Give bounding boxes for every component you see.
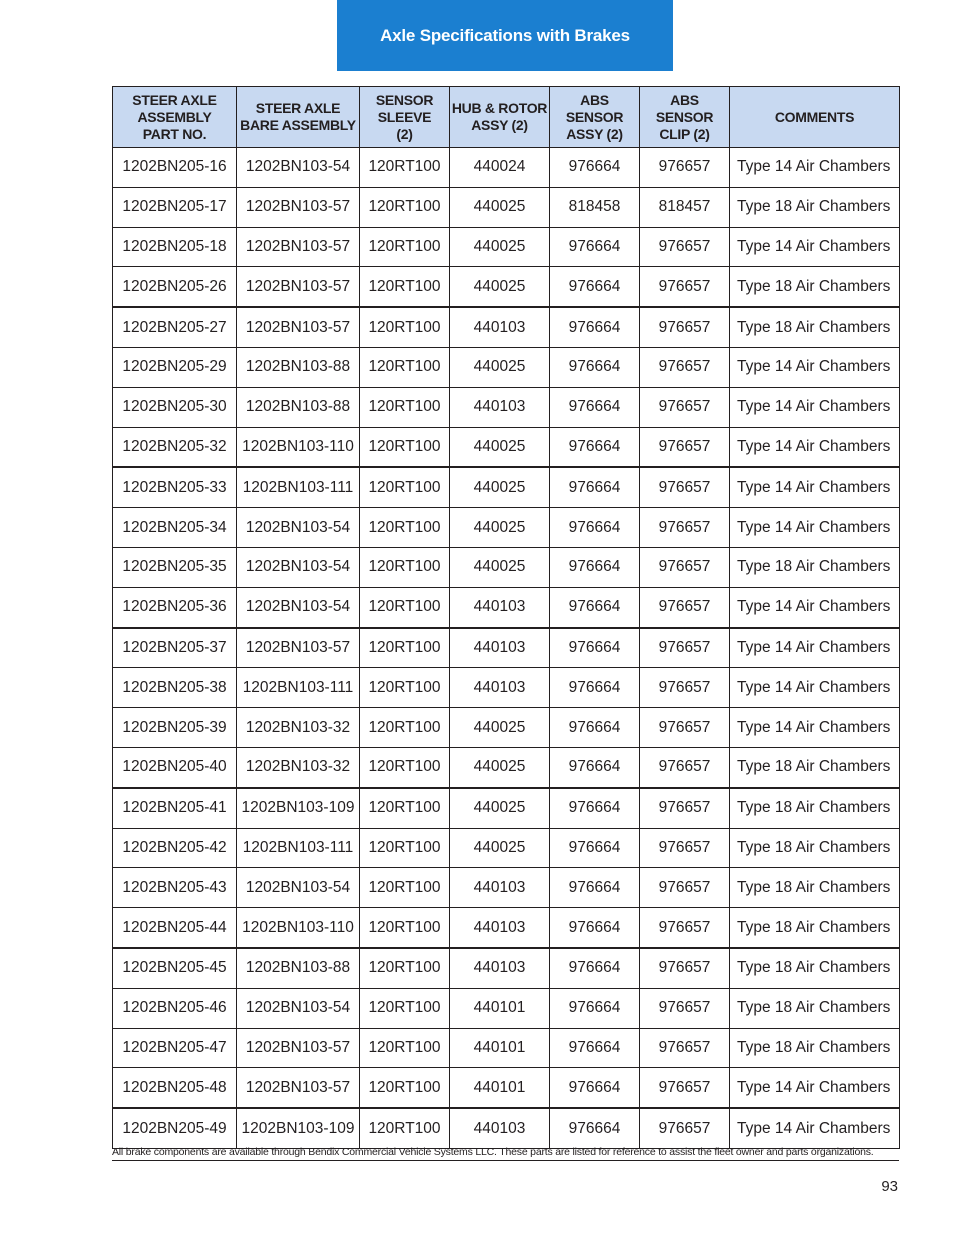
table-row	[113, 547, 900, 587]
cell-assembly-part-no: 1202BN205-34	[113, 508, 237, 548]
cell-bare-assembly: 1202BN103-57	[237, 1068, 360, 1108]
cell-sensor-sleeve: 120RT100	[360, 668, 450, 708]
table-row	[113, 988, 900, 1028]
cell-assembly-part-no: 1202BN205-44	[113, 908, 237, 948]
cell-comments: Type 18 Air Chambers	[730, 1028, 900, 1068]
cell-comments: Type 14 Air Chambers	[730, 467, 900, 507]
table-row	[113, 187, 900, 227]
cell-abs-sensor-clip: 976657	[640, 467, 730, 507]
column-header-label: STEER AXLE BARE ASSEMBLY	[240, 100, 356, 133]
cell-bare-assembly: 1202BN103-54	[237, 587, 360, 627]
cell-abs-sensor-assy: 976664	[550, 508, 640, 548]
page-number: 93	[881, 1178, 898, 1195]
cell-abs-sensor-assy: 976664	[550, 547, 640, 587]
cell-comments: Type 18 Air Chambers	[730, 547, 900, 587]
cell-sensor-sleeve: 120RT100	[360, 227, 450, 267]
cell-assembly-part-no: 1202BN205-49	[113, 1108, 237, 1148]
cell-assembly-part-no: 1202BN205-33	[113, 467, 237, 507]
cell-assembly-part-no: 1202BN205-38	[113, 668, 237, 708]
cell-comments: Type 14 Air Chambers	[730, 387, 900, 427]
cell-abs-sensor-clip: 976657	[640, 387, 730, 427]
cell-abs-sensor-clip: 976657	[640, 788, 730, 828]
cell-hub-rotor: 440103	[450, 587, 550, 627]
column-header-label: COMMENTS	[774, 108, 855, 125]
table-row	[113, 347, 900, 387]
cell-assembly-part-no: 1202BN205-42	[113, 828, 237, 868]
cell-bare-assembly: 1202BN103-88	[237, 948, 360, 988]
cell-sensor-sleeve: 120RT100	[360, 628, 450, 668]
cell-abs-sensor-assy: 976664	[550, 668, 640, 708]
cell-abs-sensor-assy: 976664	[550, 788, 640, 828]
cell-abs-sensor-assy: 976664	[550, 988, 640, 1028]
cell-abs-sensor-assy: 976664	[550, 148, 640, 188]
page-title: Axle Specifications with Brakes	[380, 25, 630, 45]
cell-comments: Type 18 Air Chambers	[730, 868, 900, 908]
cell-sensor-sleeve: 120RT100	[360, 1068, 450, 1108]
cell-bare-assembly: 1202BN103-88	[237, 387, 360, 427]
cell-abs-sensor-assy: 976664	[550, 1068, 640, 1108]
cell-hub-rotor: 440025	[450, 708, 550, 748]
cell-comments: Type 14 Air Chambers	[730, 668, 900, 708]
cell-abs-sensor-clip: 976657	[640, 948, 730, 988]
cell-sensor-sleeve: 120RT100	[360, 708, 450, 748]
cell-abs-sensor-clip: 976657	[640, 828, 730, 868]
cell-hub-rotor: 440101	[450, 1068, 550, 1108]
cell-comments: Type 14 Air Chambers	[730, 427, 900, 467]
cell-hub-rotor: 440024	[450, 148, 550, 188]
cell-sensor-sleeve: 120RT100	[360, 547, 450, 587]
cell-comments: Type 14 Air Chambers	[730, 508, 900, 548]
table-row	[113, 307, 900, 347]
cell-hub-rotor: 440025	[450, 467, 550, 507]
cell-bare-assembly: 1202BN103-109	[237, 788, 360, 828]
cell-bare-assembly: 1202BN103-54	[237, 988, 360, 1028]
cell-bare-assembly: 1202BN103-54	[237, 868, 360, 908]
cell-assembly-part-no: 1202BN205-40	[113, 747, 237, 787]
cell-comments: Type 14 Air Chambers	[730, 587, 900, 627]
cell-abs-sensor-clip: 976657	[640, 628, 730, 668]
cell-bare-assembly: 1202BN103-57	[237, 1028, 360, 1068]
cell-bare-assembly: 1202BN103-111	[237, 668, 360, 708]
cell-sensor-sleeve: 120RT100	[360, 948, 450, 988]
table-row	[113, 1108, 900, 1148]
cell-hub-rotor: 440101	[450, 988, 550, 1028]
table-row	[113, 227, 900, 267]
cell-sensor-sleeve: 120RT100	[360, 868, 450, 908]
table-header-row	[113, 87, 900, 148]
column-header-label: HUB & ROTOR ASSY (2)	[451, 100, 548, 133]
cell-sensor-sleeve: 120RT100	[360, 908, 450, 948]
cell-hub-rotor: 440025	[450, 547, 550, 587]
cell-bare-assembly: 1202BN103-32	[237, 747, 360, 787]
cell-abs-sensor-clip: 976657	[640, 587, 730, 627]
cell-comments: Type 18 Air Chambers	[730, 788, 900, 828]
cell-abs-sensor-assy: 976664	[550, 747, 640, 787]
cell-abs-sensor-clip: 976657	[640, 747, 730, 787]
cell-abs-sensor-assy: 976664	[550, 908, 640, 948]
cell-sensor-sleeve: 120RT100	[360, 148, 450, 188]
cell-assembly-part-no: 1202BN205-17	[113, 187, 237, 227]
cell-abs-sensor-assy: 976664	[550, 267, 640, 307]
cell-hub-rotor: 440103	[450, 1108, 550, 1148]
cell-sensor-sleeve: 120RT100	[360, 1028, 450, 1068]
cell-assembly-part-no: 1202BN205-47	[113, 1028, 237, 1068]
cell-comments: Type 14 Air Chambers	[730, 227, 900, 267]
cell-hub-rotor: 440025	[450, 227, 550, 267]
cell-hub-rotor: 440103	[450, 868, 550, 908]
cell-abs-sensor-assy: 976664	[550, 868, 640, 908]
table-body	[113, 148, 900, 1149]
cell-hub-rotor: 440025	[450, 828, 550, 868]
cell-bare-assembly: 1202BN103-111	[237, 828, 360, 868]
cell-sensor-sleeve: 120RT100	[360, 828, 450, 868]
cell-hub-rotor: 440025	[450, 187, 550, 227]
cell-abs-sensor-clip: 976657	[640, 868, 730, 908]
cell-abs-sensor-clip: 976657	[640, 668, 730, 708]
cell-hub-rotor: 440025	[450, 508, 550, 548]
cell-bare-assembly: 1202BN103-57	[237, 227, 360, 267]
column-header-abs-sensor-assy	[550, 87, 640, 148]
table-row	[113, 948, 900, 988]
cell-abs-sensor-assy: 976664	[550, 587, 640, 627]
column-header-abs-sensor-clip	[640, 87, 730, 148]
cell-abs-sensor-assy: 818458	[550, 187, 640, 227]
cell-comments: Type 18 Air Chambers	[730, 307, 900, 347]
cell-abs-sensor-clip: 976657	[640, 508, 730, 548]
cell-hub-rotor: 440025	[450, 788, 550, 828]
cell-hub-rotor: 440025	[450, 347, 550, 387]
cell-abs-sensor-clip: 976657	[640, 1108, 730, 1148]
cell-hub-rotor: 440025	[450, 427, 550, 467]
cell-abs-sensor-clip: 976657	[640, 347, 730, 387]
cell-sensor-sleeve: 120RT100	[360, 187, 450, 227]
cell-sensor-sleeve: 120RT100	[360, 467, 450, 507]
cell-hub-rotor: 440025	[450, 747, 550, 787]
cell-bare-assembly: 1202BN103-110	[237, 908, 360, 948]
column-header-sensor-sleeve	[360, 87, 450, 148]
table-row	[113, 868, 900, 908]
cell-bare-assembly: 1202BN103-57	[237, 628, 360, 668]
table-row	[113, 908, 900, 948]
cell-abs-sensor-clip: 976657	[640, 1028, 730, 1068]
cell-bare-assembly: 1202BN103-88	[237, 347, 360, 387]
cell-abs-sensor-clip: 976657	[640, 227, 730, 267]
cell-bare-assembly: 1202BN103-109	[237, 1108, 360, 1148]
cell-abs-sensor-assy: 976664	[550, 307, 640, 347]
cell-abs-sensor-assy: 976664	[550, 1028, 640, 1068]
cell-assembly-part-no: 1202BN205-36	[113, 587, 237, 627]
table-row	[113, 267, 900, 307]
cell-comments: Type 14 Air Chambers	[730, 628, 900, 668]
column-header-comments	[730, 87, 900, 148]
cell-abs-sensor-assy: 976664	[550, 708, 640, 748]
cell-assembly-part-no: 1202BN205-46	[113, 988, 237, 1028]
cell-sensor-sleeve: 120RT100	[360, 1108, 450, 1148]
cell-abs-sensor-clip: 976657	[640, 708, 730, 748]
cell-comments: Type 18 Air Chambers	[730, 948, 900, 988]
cell-hub-rotor: 440103	[450, 628, 550, 668]
column-header-steer-axle-assembly	[113, 87, 237, 148]
cell-bare-assembly: 1202BN103-54	[237, 508, 360, 548]
cell-sensor-sleeve: 120RT100	[360, 508, 450, 548]
cell-hub-rotor: 440025	[450, 267, 550, 307]
cell-hub-rotor: 440103	[450, 948, 550, 988]
cell-hub-rotor: 440103	[450, 307, 550, 347]
cell-sensor-sleeve: 120RT100	[360, 347, 450, 387]
column-header-label: ABS SENSOR ASSY (2)	[565, 91, 624, 142]
cell-sensor-sleeve: 120RT100	[360, 788, 450, 828]
column-header-label: SENSOR SLEEVE (2)	[375, 91, 434, 142]
cell-comments: Type 14 Air Chambers	[730, 148, 900, 188]
table-row	[113, 467, 900, 507]
cell-comments: Type 18 Air Chambers	[730, 267, 900, 307]
cell-bare-assembly: 1202BN103-57	[237, 267, 360, 307]
table-row	[113, 747, 900, 787]
cell-comments: Type 18 Air Chambers	[730, 908, 900, 948]
cell-abs-sensor-assy: 976664	[550, 467, 640, 507]
cell-abs-sensor-clip: 976657	[640, 267, 730, 307]
cell-bare-assembly: 1202BN103-32	[237, 708, 360, 748]
cell-assembly-part-no: 1202BN205-37	[113, 628, 237, 668]
cell-sensor-sleeve: 120RT100	[360, 747, 450, 787]
cell-comments: Type 18 Air Chambers	[730, 828, 900, 868]
cell-sensor-sleeve: 120RT100	[360, 427, 450, 467]
cell-comments: Type 18 Air Chambers	[730, 187, 900, 227]
column-header-hub-rotor	[450, 87, 550, 148]
axle-specifications-table	[112, 86, 900, 1149]
cell-bare-assembly: 1202BN103-57	[237, 187, 360, 227]
table-row	[113, 387, 900, 427]
cell-assembly-part-no: 1202BN205-48	[113, 1068, 237, 1108]
cell-hub-rotor: 440103	[450, 668, 550, 708]
cell-abs-sensor-assy: 976664	[550, 628, 640, 668]
table-row	[113, 508, 900, 548]
cell-abs-sensor-clip: 976657	[640, 988, 730, 1028]
cell-abs-sensor-assy: 976664	[550, 227, 640, 267]
cell-assembly-part-no: 1202BN205-35	[113, 547, 237, 587]
cell-comments: Type 14 Air Chambers	[730, 708, 900, 748]
cell-abs-sensor-clip: 976657	[640, 908, 730, 948]
cell-sensor-sleeve: 120RT100	[360, 387, 450, 427]
cell-abs-sensor-clip: 976657	[640, 547, 730, 587]
cell-abs-sensor-clip: 976657	[640, 307, 730, 347]
table-row	[113, 628, 900, 668]
table-row	[113, 587, 900, 627]
cell-assembly-part-no: 1202BN205-27	[113, 307, 237, 347]
cell-comments: Type 14 Air Chambers	[730, 1068, 900, 1108]
cell-bare-assembly: 1202BN103-110	[237, 427, 360, 467]
column-header-label: STEER AXLE ASSEMBLY PART NO.	[132, 91, 217, 142]
column-header-label: ABS SENSOR CLIP (2)	[655, 91, 714, 142]
cell-abs-sensor-assy: 976664	[550, 427, 640, 467]
page-title-tab	[337, 0, 673, 71]
column-header-bare-assembly	[237, 87, 360, 148]
cell-hub-rotor: 440103	[450, 908, 550, 948]
cell-sensor-sleeve: 120RT100	[360, 267, 450, 307]
table-row	[113, 1028, 900, 1068]
cell-sensor-sleeve: 120RT100	[360, 587, 450, 627]
table-row	[113, 788, 900, 828]
table-row	[113, 668, 900, 708]
cell-abs-sensor-assy: 976664	[550, 347, 640, 387]
table-row	[113, 148, 900, 188]
footnote: All brake components are available through Bendix Commercial Vehicle Systems LLC. These parts are listed for reference to assist the fleet owner and parts organizations.	[112, 1146, 899, 1161]
cell-abs-sensor-clip: 976657	[640, 427, 730, 467]
cell-abs-sensor-assy: 976664	[550, 828, 640, 868]
cell-assembly-part-no: 1202BN205-43	[113, 868, 237, 908]
table-row	[113, 708, 900, 748]
cell-sensor-sleeve: 120RT100	[360, 988, 450, 1028]
cell-assembly-part-no: 1202BN205-30	[113, 387, 237, 427]
cell-assembly-part-no: 1202BN205-29	[113, 347, 237, 387]
cell-abs-sensor-assy: 976664	[550, 948, 640, 988]
cell-assembly-part-no: 1202BN205-26	[113, 267, 237, 307]
cell-bare-assembly: 1202BN103-57	[237, 307, 360, 347]
cell-abs-sensor-clip: 818457	[640, 187, 730, 227]
table-header	[113, 87, 900, 148]
cell-bare-assembly: 1202BN103-111	[237, 467, 360, 507]
cell-bare-assembly: 1202BN103-54	[237, 547, 360, 587]
cell-comments: Type 14 Air Chambers	[730, 347, 900, 387]
table-row	[113, 427, 900, 467]
cell-hub-rotor: 440103	[450, 387, 550, 427]
table-row	[113, 1068, 900, 1108]
cell-assembly-part-no: 1202BN205-18	[113, 227, 237, 267]
cell-abs-sensor-clip: 976657	[640, 148, 730, 188]
cell-abs-sensor-assy: 976664	[550, 387, 640, 427]
cell-bare-assembly: 1202BN103-54	[237, 148, 360, 188]
cell-assembly-part-no: 1202BN205-32	[113, 427, 237, 467]
table-row	[113, 828, 900, 868]
cell-assembly-part-no: 1202BN205-45	[113, 948, 237, 988]
cell-comments: Type 14 Air Chambers	[730, 1108, 900, 1148]
cell-comments: Type 18 Air Chambers	[730, 747, 900, 787]
cell-assembly-part-no: 1202BN205-39	[113, 708, 237, 748]
cell-assembly-part-no: 1202BN205-41	[113, 788, 237, 828]
cell-sensor-sleeve: 120RT100	[360, 307, 450, 347]
cell-assembly-part-no: 1202BN205-16	[113, 148, 237, 188]
cell-abs-sensor-clip: 976657	[640, 1068, 730, 1108]
cell-comments: Type 18 Air Chambers	[730, 988, 900, 1028]
cell-abs-sensor-assy: 976664	[550, 1108, 640, 1148]
cell-hub-rotor: 440101	[450, 1028, 550, 1068]
